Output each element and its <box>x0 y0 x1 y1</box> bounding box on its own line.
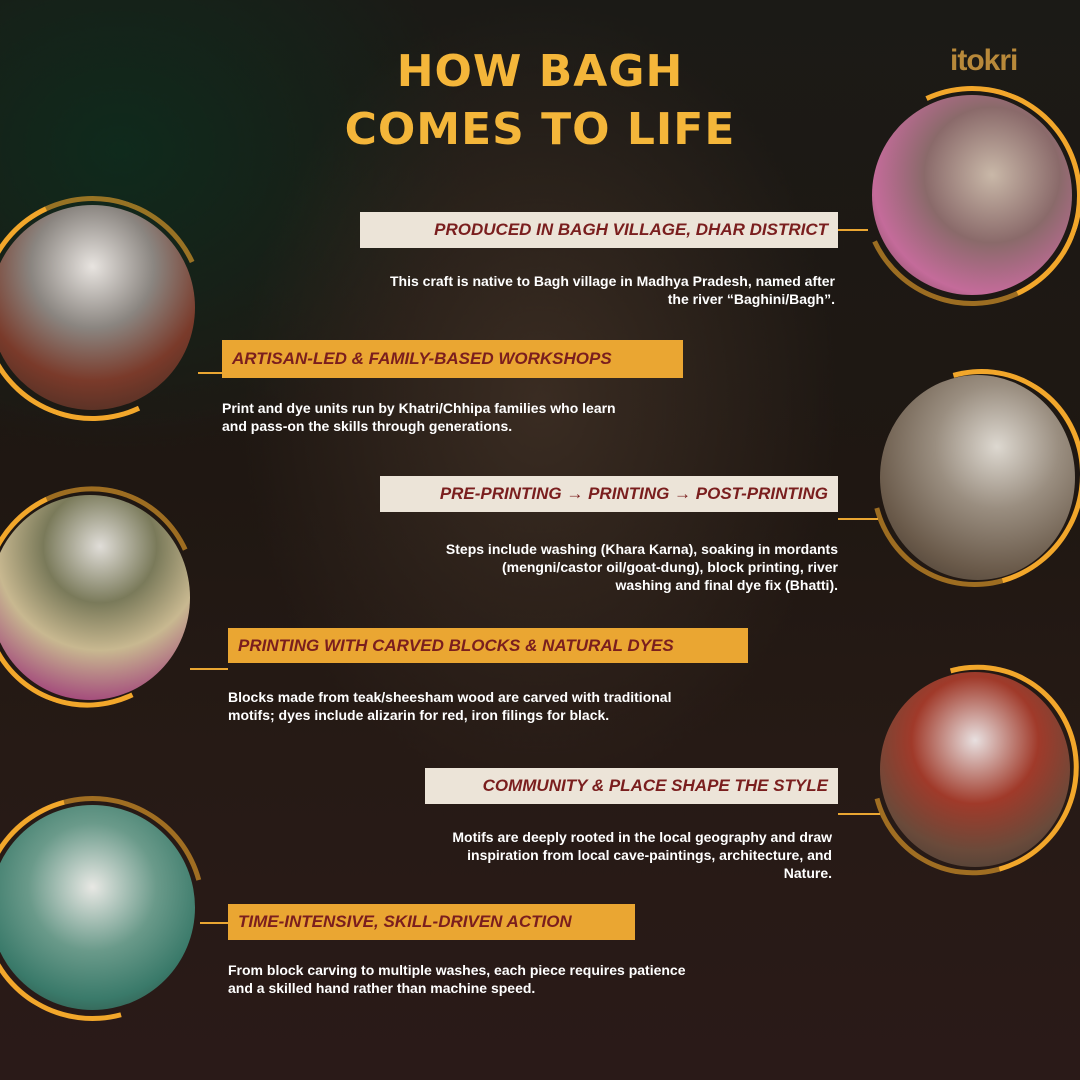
desc-line: Blocks made from teak/sheesham wood are carved with traditional <box>228 689 672 705</box>
itokri-logo: itokri <box>950 44 1018 77</box>
section-6-description <box>228 961 848 997</box>
title-line-1: HOW BAGH <box>396 46 684 97</box>
desc-line: This craft is native to Bagh village in Madhya Pradesh, named after <box>389 273 835 289</box>
photo-ring <box>833 627 1080 914</box>
desc-line: washing and final dye fix (Bhatti). <box>615 577 838 593</box>
connector-line <box>190 668 228 670</box>
section-4-description <box>228 688 848 724</box>
connector-line <box>838 518 878 520</box>
desc-line: and pass-on the skills through generations. <box>222 418 513 434</box>
connector-line <box>200 922 228 924</box>
section-6-heading: TIME-INTENSIVE, SKILL-DRIVEN ACTION <box>228 904 635 940</box>
photo-ring <box>831 330 1080 627</box>
section-1-description <box>235 272 835 308</box>
desc-line: and a skilled hand rather than machine speed. <box>228 980 536 996</box>
photo-ring <box>0 456 228 738</box>
desc-line: Nature. <box>783 865 832 881</box>
section-5-heading: COMMUNITY & PLACE SHAPE THE STYLE <box>425 768 838 804</box>
desc-line: the river “Baghini/Bagh”. <box>667 291 835 307</box>
desc-line: (mengni/castor oil/goat-dung), block printing, river <box>501 559 838 575</box>
desc-line: Print and dye units run by Khatri/Chhipa families who learn <box>222 400 616 416</box>
section-5-description <box>300 828 832 882</box>
title-line-2: COMES TO LIFE <box>344 104 736 155</box>
section-3-heading: PRE-PRINTING → PRINTING → POST-PRINTING <box>380 476 838 512</box>
connector-line <box>838 229 868 231</box>
connector-line <box>198 372 222 374</box>
section-4-heading: PRINTING WITH CARVED BLOCKS & NATURAL DYES <box>228 628 748 663</box>
desc-line: inspiration from local cave-paintings, architecture, and <box>467 847 832 863</box>
section-3-description <box>280 540 838 594</box>
photo-ring <box>0 164 237 452</box>
desc-line: Motifs are deeply rooted in the local geography and draw <box>452 829 832 845</box>
section-2-description <box>222 399 782 435</box>
section-1-heading: PRODUCED IN BAGH VILLAGE, DHAR DISTRICT <box>360 212 838 248</box>
photo-ring <box>0 755 246 1062</box>
desc-line: Steps include washing (Khara Karna), soaking in mordants <box>445 541 838 557</box>
section-2-heading: ARTISAN-LED & FAMILY-BASED WORKSHOPS <box>222 340 683 378</box>
desc-line: motifs; dyes include alizarin for red, iron filings for black. <box>228 707 610 723</box>
desc-line: From block carving to multiple washes, each piece requires patience <box>228 962 686 978</box>
connector-line <box>838 813 880 815</box>
